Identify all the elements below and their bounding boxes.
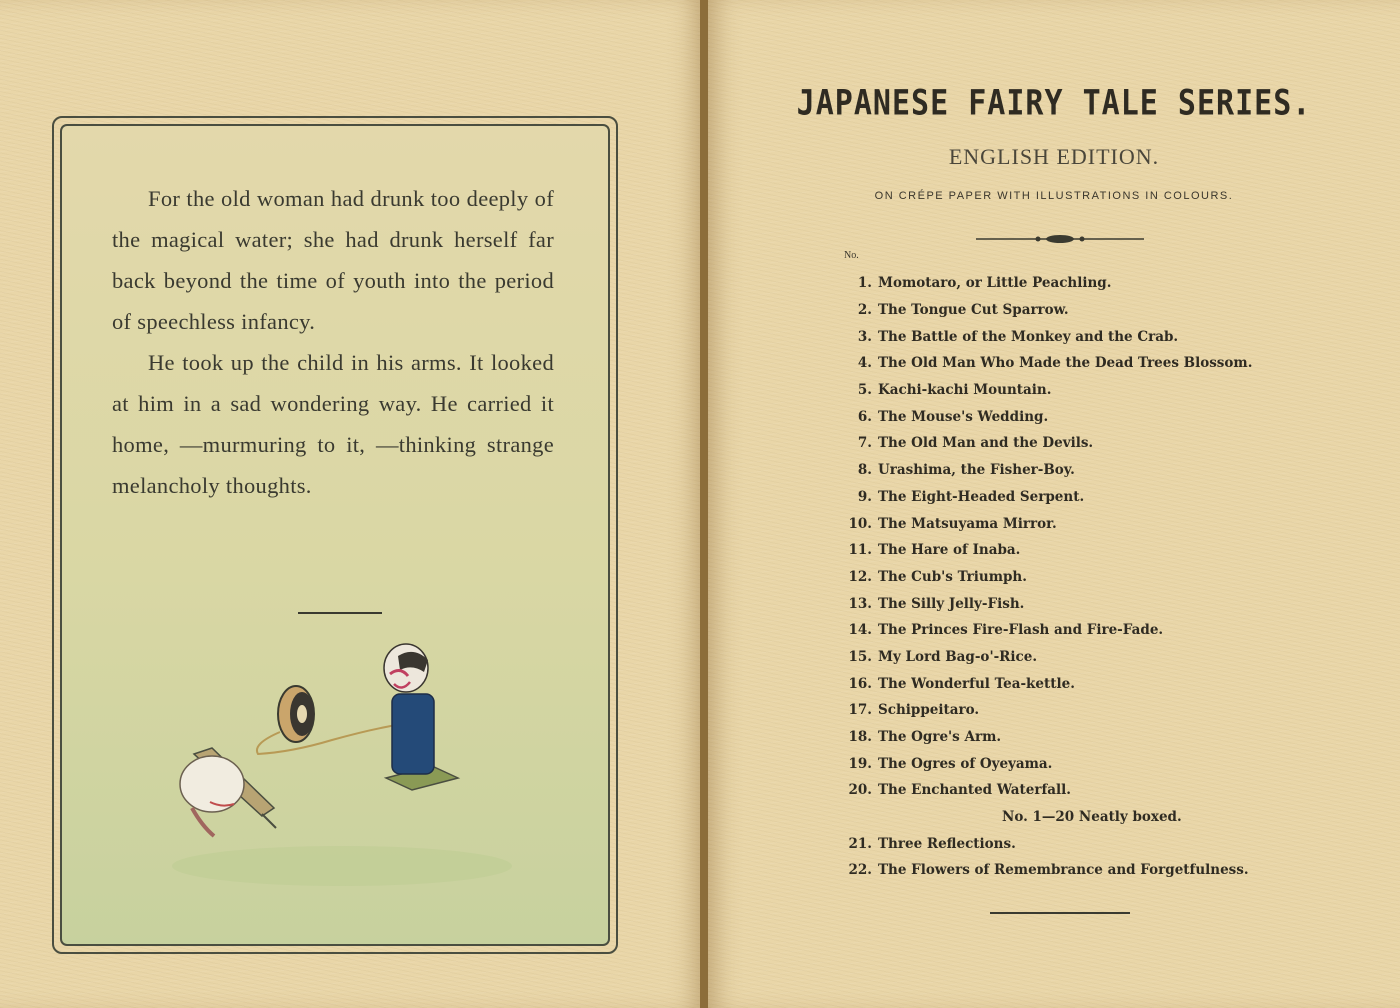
item-title: The Battle of the Monkey and the Crab.: [878, 328, 1179, 345]
list-item: [832, 430, 1312, 457]
story-text: [112, 178, 554, 506]
item-title: The Flowers of Remembrance and Forgetfulness.: [878, 862, 1249, 879]
item-number: 16.: [848, 675, 872, 692]
item-number: 3.: [857, 328, 872, 345]
toys-illustration: [162, 636, 522, 896]
item-title: Schippeitaro.: [878, 702, 980, 719]
item-number: 9.: [857, 488, 872, 505]
list-item: [832, 323, 1312, 350]
number-column-label: No.: [844, 250, 859, 261]
edition-heading: ENGLISH EDITION.: [948, 144, 1160, 169]
item-number: 1.: [857, 275, 872, 292]
list-item: [832, 670, 1312, 697]
fallen-doll-figure: [180, 748, 276, 836]
item-number: 10.: [848, 515, 872, 532]
list-item: [832, 857, 1312, 884]
list-item: [832, 724, 1312, 751]
list-item: [832, 777, 1312, 804]
item-number: 2.: [857, 302, 872, 319]
item-title: My Lord Bag-o'-Rice.: [878, 648, 1038, 665]
end-divider: [990, 912, 1130, 914]
item-title: Momotaro, or Little Peachling.: [878, 275, 1112, 292]
list-item: [832, 750, 1312, 777]
story-frame: [52, 116, 618, 954]
item-number: 11.: [848, 542, 872, 559]
item-title: The Wonderful Tea-kettle.: [878, 675, 1075, 692]
daruma-figure: [384, 644, 458, 790]
story-panel: [60, 124, 610, 946]
list-item: [832, 270, 1312, 297]
item-number: 14.: [848, 622, 872, 639]
list-item: [832, 590, 1312, 617]
item-number: 13.: [848, 595, 872, 612]
item-title: The Hare of Inaba.: [878, 542, 1021, 559]
item-title: The Ogres of Oyeyama.: [878, 755, 1053, 772]
ornament-divider: [976, 232, 1144, 246]
series-title: JAPANESE FAIRY TALE SERIES.: [796, 83, 1312, 124]
list-item: [832, 484, 1312, 511]
item-number: 5.: [857, 382, 872, 399]
story-paragraph-2: He took up the child in his arms. It looked at him in a sad wondering way. He carried it home, —murmuring to it, —thinking strange melancholy thoughts.: [112, 350, 554, 498]
item-title: The Ogre's Arm.: [878, 729, 1002, 746]
item-title: The Mouse's Wedding.: [878, 408, 1049, 425]
list-item: [832, 377, 1312, 404]
right-page: [708, 0, 1400, 1008]
list-item: [832, 644, 1312, 671]
item-title: The Eight-Headed Serpent.: [878, 488, 1085, 505]
item-number: 4.: [857, 355, 872, 372]
item-title: The Old Man and the Devils.: [878, 435, 1094, 452]
item-number: 7.: [857, 435, 872, 452]
item-number: 17.: [848, 702, 872, 719]
edition-subtitle: ON CRÉPE PAPER WITH ILLUSTRATIONS IN COLOURS.: [874, 190, 1234, 202]
section-divider: [298, 612, 382, 614]
item-title: The Tongue Cut Sparrow.: [878, 302, 1069, 319]
list-item: [832, 403, 1312, 430]
item-number: 8.: [857, 462, 872, 479]
list-item: [832, 457, 1312, 484]
list-item: [832, 510, 1312, 537]
list-item: [832, 537, 1312, 564]
list-item: [832, 697, 1312, 724]
item-number: 21.: [848, 835, 872, 852]
item-title: The Cub's Triumph.: [878, 568, 1027, 585]
list-item: [832, 297, 1312, 324]
item-number: 20.: [848, 782, 872, 799]
item-title: The Old Man Who Made the Dead Trees Blossom.: [878, 355, 1253, 372]
item-number: 22.: [848, 862, 872, 879]
item-title: Kachi-kachi Mountain.: [878, 382, 1052, 399]
item-title: The Enchanted Waterfall.: [878, 782, 1072, 799]
item-title: Urashima, the Fisher-Boy.: [878, 462, 1075, 479]
series-title-list: [832, 270, 1312, 884]
item-number: 18.: [848, 729, 872, 746]
item-number: 6.: [857, 408, 872, 425]
list-item: [832, 350, 1312, 377]
list-item: [832, 617, 1312, 644]
item-number: 19.: [848, 755, 872, 772]
item-number: 15.: [848, 648, 872, 665]
item-title: The Princes Fire-Flash and Fire-Fade.: [878, 622, 1164, 639]
story-paragraph-1: For the old woman had drunk too deeply of the magical water; she had drunk herself far back beyond the time of youth into the period of speechless infancy.: [112, 186, 554, 334]
item-title: The Silly Jelly-Fish.: [878, 595, 1025, 612]
boxed-set-note: No. 1—20 Neatly boxed.: [1002, 809, 1182, 826]
list-item: [832, 564, 1312, 591]
item-number: 12.: [848, 568, 872, 585]
list-item: [832, 830, 1312, 857]
item-title: Three Reflections.: [878, 835, 1016, 852]
item-title: The Matsuyama Mirror.: [878, 515, 1057, 532]
